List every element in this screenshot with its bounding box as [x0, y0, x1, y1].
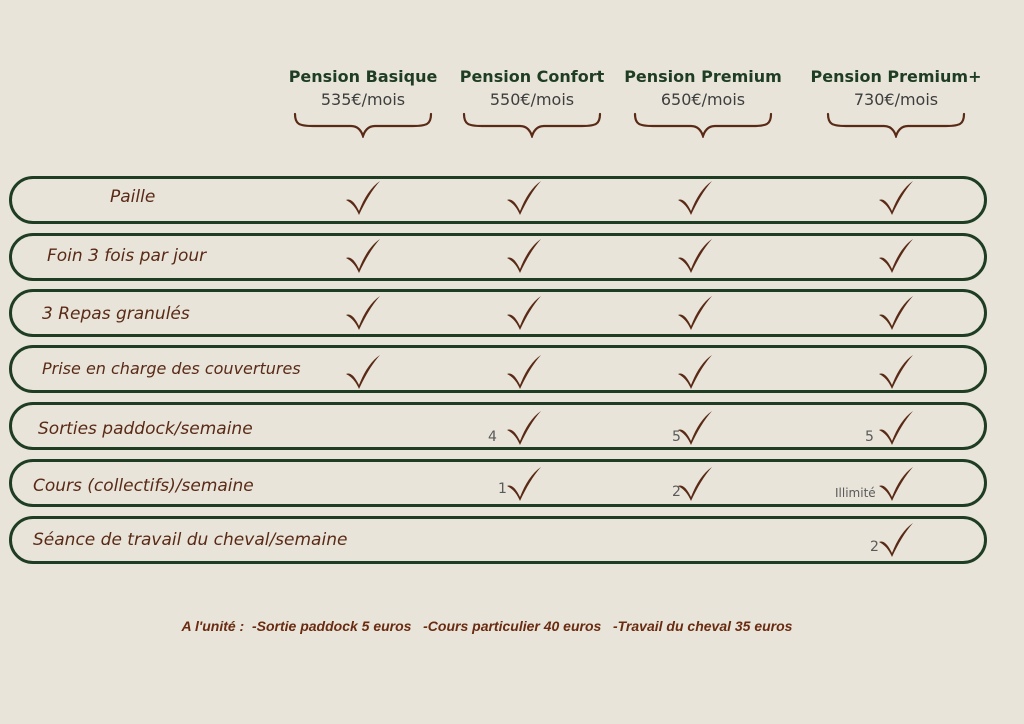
feature-label: Sorties paddock/semaine [38, 419, 253, 439]
checkmark-icon [877, 466, 915, 502]
plan-price: 550€/mois [489, 90, 575, 109]
quantity-label: 1 [498, 481, 507, 497]
plan-header-0 [268, 66, 458, 112]
unit-price-footnote: A l'unité : -Sortie paddock 5 euros -Cours particulier 40 euros -Travail du cheval 35 euros [181, 618, 793, 634]
feature-label: Foin 3 fois par jour [47, 246, 207, 266]
checkmark-icon [344, 295, 382, 331]
quantity-label: 2 [672, 484, 681, 500]
checkmark-icon [505, 238, 543, 274]
checkmark-icon [877, 295, 915, 331]
plan-name: Pension Basique [288, 67, 438, 86]
checkmark-icon [344, 238, 382, 274]
plan-price: 535€/mois [320, 90, 406, 109]
plan-header-3 [801, 66, 991, 112]
feature-row [9, 176, 987, 224]
checkmark-icon [505, 354, 543, 390]
checkmark-icon [676, 410, 714, 446]
checkmark-icon [505, 180, 543, 216]
plan-name: Pension Premium+ [810, 67, 982, 86]
checkmark-icon [676, 180, 714, 216]
feature-label: 3 Repas granulés [42, 304, 190, 324]
checkmark-icon [505, 466, 543, 502]
checkmark-icon [877, 522, 915, 558]
checkmark-icon [877, 238, 915, 274]
checkmark-icon [505, 410, 543, 446]
plan-name: Pension Premium [624, 67, 782, 86]
plan-price: 730€/mois [853, 90, 939, 109]
checkmark-icon [877, 410, 915, 446]
checkmark-icon [676, 295, 714, 331]
quantity-label: 5 [672, 429, 681, 445]
curly-brace-icon [462, 112, 602, 138]
plan-price: 650€/mois [660, 90, 746, 109]
plan-header-1 [437, 66, 627, 112]
feature-label: Paille [110, 187, 156, 207]
checkmark-icon [676, 354, 714, 390]
quantity-label: 4 [488, 429, 497, 445]
checkmark-icon [344, 354, 382, 390]
checkmark-icon [676, 466, 714, 502]
quantity-label: Illimité [835, 486, 876, 500]
feature-label: Prise en charge des couvertures [42, 359, 301, 378]
checkmark-icon [877, 354, 915, 390]
checkmark-icon [505, 295, 543, 331]
checkmark-icon [344, 180, 382, 216]
feature-label: Cours (collectifs)/semaine [33, 476, 254, 496]
feature-label: Séance de travail du cheval/semaine [33, 530, 348, 550]
plan-name: Pension Confort [459, 67, 605, 86]
quantity-label: 2 [870, 539, 879, 555]
curly-brace-icon [633, 112, 773, 138]
curly-brace-icon [293, 112, 433, 138]
checkmark-icon [877, 180, 915, 216]
curly-brace-icon [826, 112, 966, 138]
plan-header-2 [608, 66, 798, 112]
checkmark-icon [676, 238, 714, 274]
quantity-label: 5 [865, 429, 874, 445]
